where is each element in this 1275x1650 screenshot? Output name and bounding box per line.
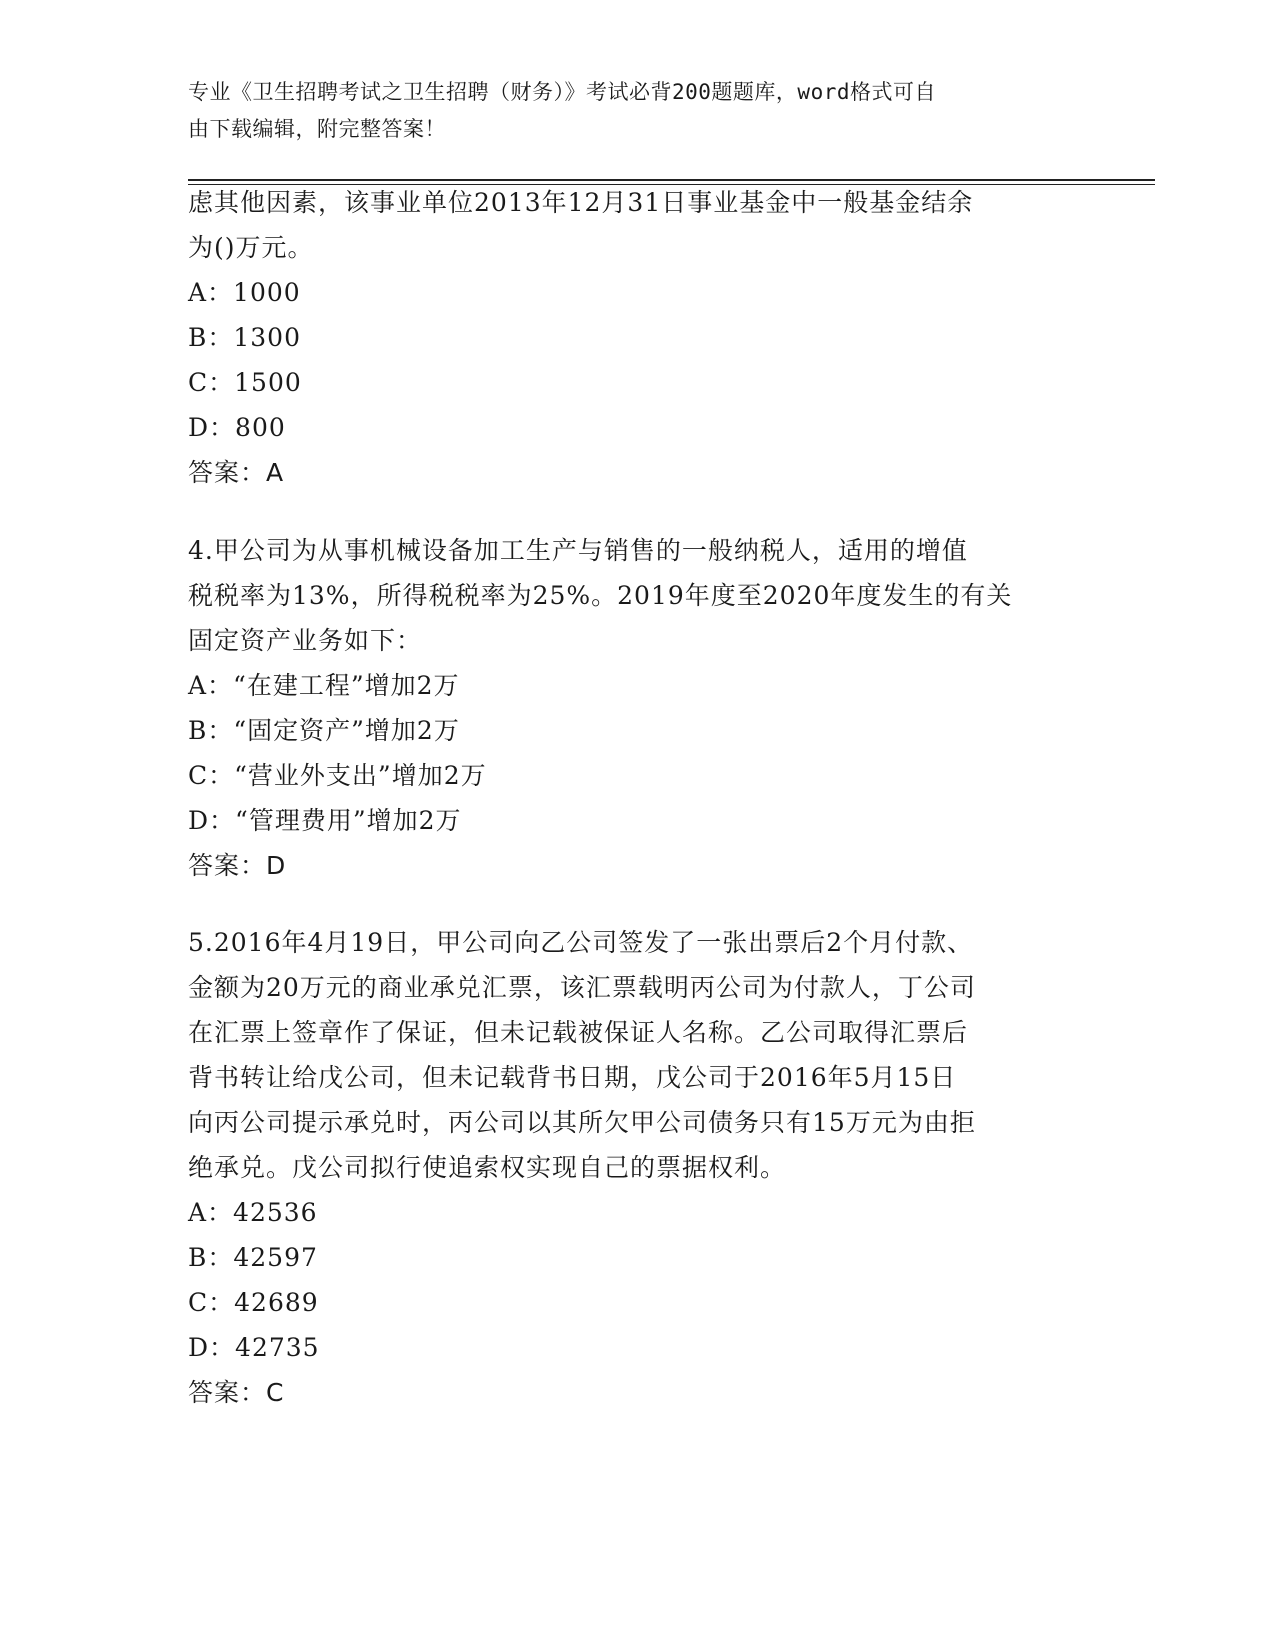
option-c: C：1500 <box>188 368 302 397</box>
header-line-2: 由下载编辑，附完整答案！ <box>188 117 446 141</box>
question-text-line: 绝承兑。戊公司拟行使追索权实现自己的票据权利。 <box>188 1153 787 1182</box>
question-text-line: 虑其他因素，该事业单位2013年12月31日事业基金中一般基金结余 <box>188 188 974 217</box>
question-text <box>188 528 1088 663</box>
document-header <box>188 74 1068 148</box>
answer-label: 答案：A <box>188 458 285 487</box>
header-line-1: 专业《卫生招聘考试之卫生招聘（财务）》考试必背200题题库，word格式可自 <box>188 80 936 104</box>
question-text-line: 税税率为13%，所得税税率为25%。2019年度至2020年度发生的有关 <box>188 581 1013 610</box>
question-text-line: 金额为20万元的商业承兑汇票，该汇票载明丙公司为付款人，丁公司 <box>188 973 976 1002</box>
option-a: A：1000 <box>188 278 301 307</box>
question-text <box>188 920 1088 1190</box>
option-b: B：“固定资产”增加2万 <box>188 716 460 745</box>
question-text-line: 固定资产业务如下： <box>188 626 423 655</box>
option-c: C：42689 <box>188 1288 319 1317</box>
question-text-line: 在汇票上签章作了保证，但未记载被保证人名称。乙公司取得汇票后 <box>188 1018 969 1047</box>
answer-label: 答案：C <box>188 1378 285 1407</box>
option-d: D：800 <box>188 413 286 442</box>
option-b: B：1300 <box>188 323 301 352</box>
question-text-line: 4.甲公司为从事机械设备加工生产与销售的一般纳税人，适用的增值 <box>188 536 968 565</box>
question-5 <box>188 920 1088 1415</box>
option-b: B：42597 <box>188 1243 318 1272</box>
option-c: C：“营业外支出”增加2万 <box>188 761 487 790</box>
option-d: D：“管理费用”增加2万 <box>188 806 462 835</box>
option-d: D：42735 <box>188 1333 320 1362</box>
question-4 <box>188 528 1088 888</box>
question-text-line: 背书转让给戊公司，但未记载背书日期，戊公司于2016年5月15日 <box>188 1063 957 1092</box>
option-a: A：42536 <box>188 1198 318 1227</box>
option-a: A：“在建工程”增加2万 <box>188 671 460 700</box>
question-text-line: 向丙公司提示承兑时，丙公司以其所欠甲公司债务只有15万元为由拒 <box>188 1108 976 1137</box>
answer-label: 答案：D <box>188 851 287 880</box>
question-text-line: 5.2016年4月19日，甲公司向乙公司签发了一张出票后2个月付款、 <box>188 928 974 957</box>
question-3 <box>188 180 1088 495</box>
question-text-line: 为()万元。 <box>188 233 314 262</box>
question-text <box>188 180 1088 270</box>
